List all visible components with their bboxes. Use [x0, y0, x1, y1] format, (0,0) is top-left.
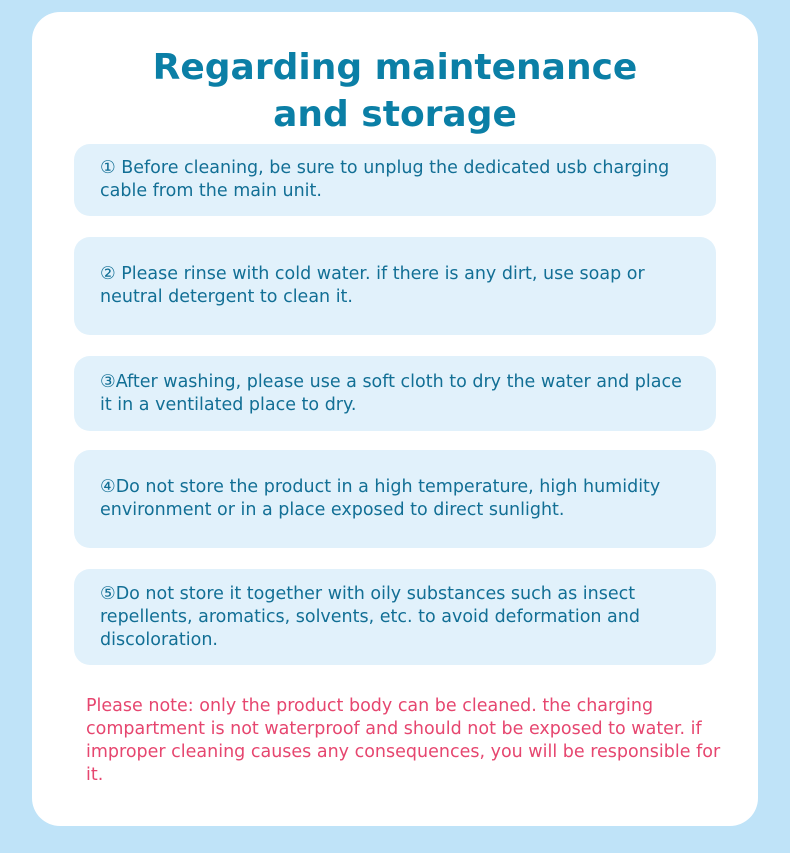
instruction-item-2: [74, 237, 716, 335]
instruction-text-2: ② Please rinse with cold water. if there is any dirt, use soap or neutral detergent to clean it.: [100, 264, 645, 307]
instruction-text-5: ⑤Do not store it together with oily substances such as insect repellents, aromatics, solvents, etc. to avoid deformation and discoloration.: [100, 583, 640, 650]
instruction-text-3: ③After washing, please use a soft cloth to dry the water and place it in a ventilated place to dry.: [100, 371, 682, 415]
page-title-line-2: and storage: [273, 94, 517, 135]
instruction-text-1: ① Before cleaning, be sure to unplug the dedicated usb charging cable from the main unit.: [100, 158, 670, 201]
warning-note: Please note: only the product body can be cleaned. the charging compartment is not waterproof and should not be exposed to water. if improper cleaning causes any consequences, you will be responsible for it.: [86, 696, 721, 785]
instruction-text-4: ④Do not store the product in a high temperature, high humidity environment or in a place exposed to direct sunlight.: [100, 477, 661, 520]
instruction-item-1: [74, 144, 716, 216]
page-title: [32, 44, 758, 138]
instruction-item-4: [74, 450, 716, 548]
instruction-item-5: [74, 569, 716, 665]
page-title-line-1: Regarding maintenance: [152, 47, 638, 88]
instruction-item-3: [74, 356, 716, 431]
